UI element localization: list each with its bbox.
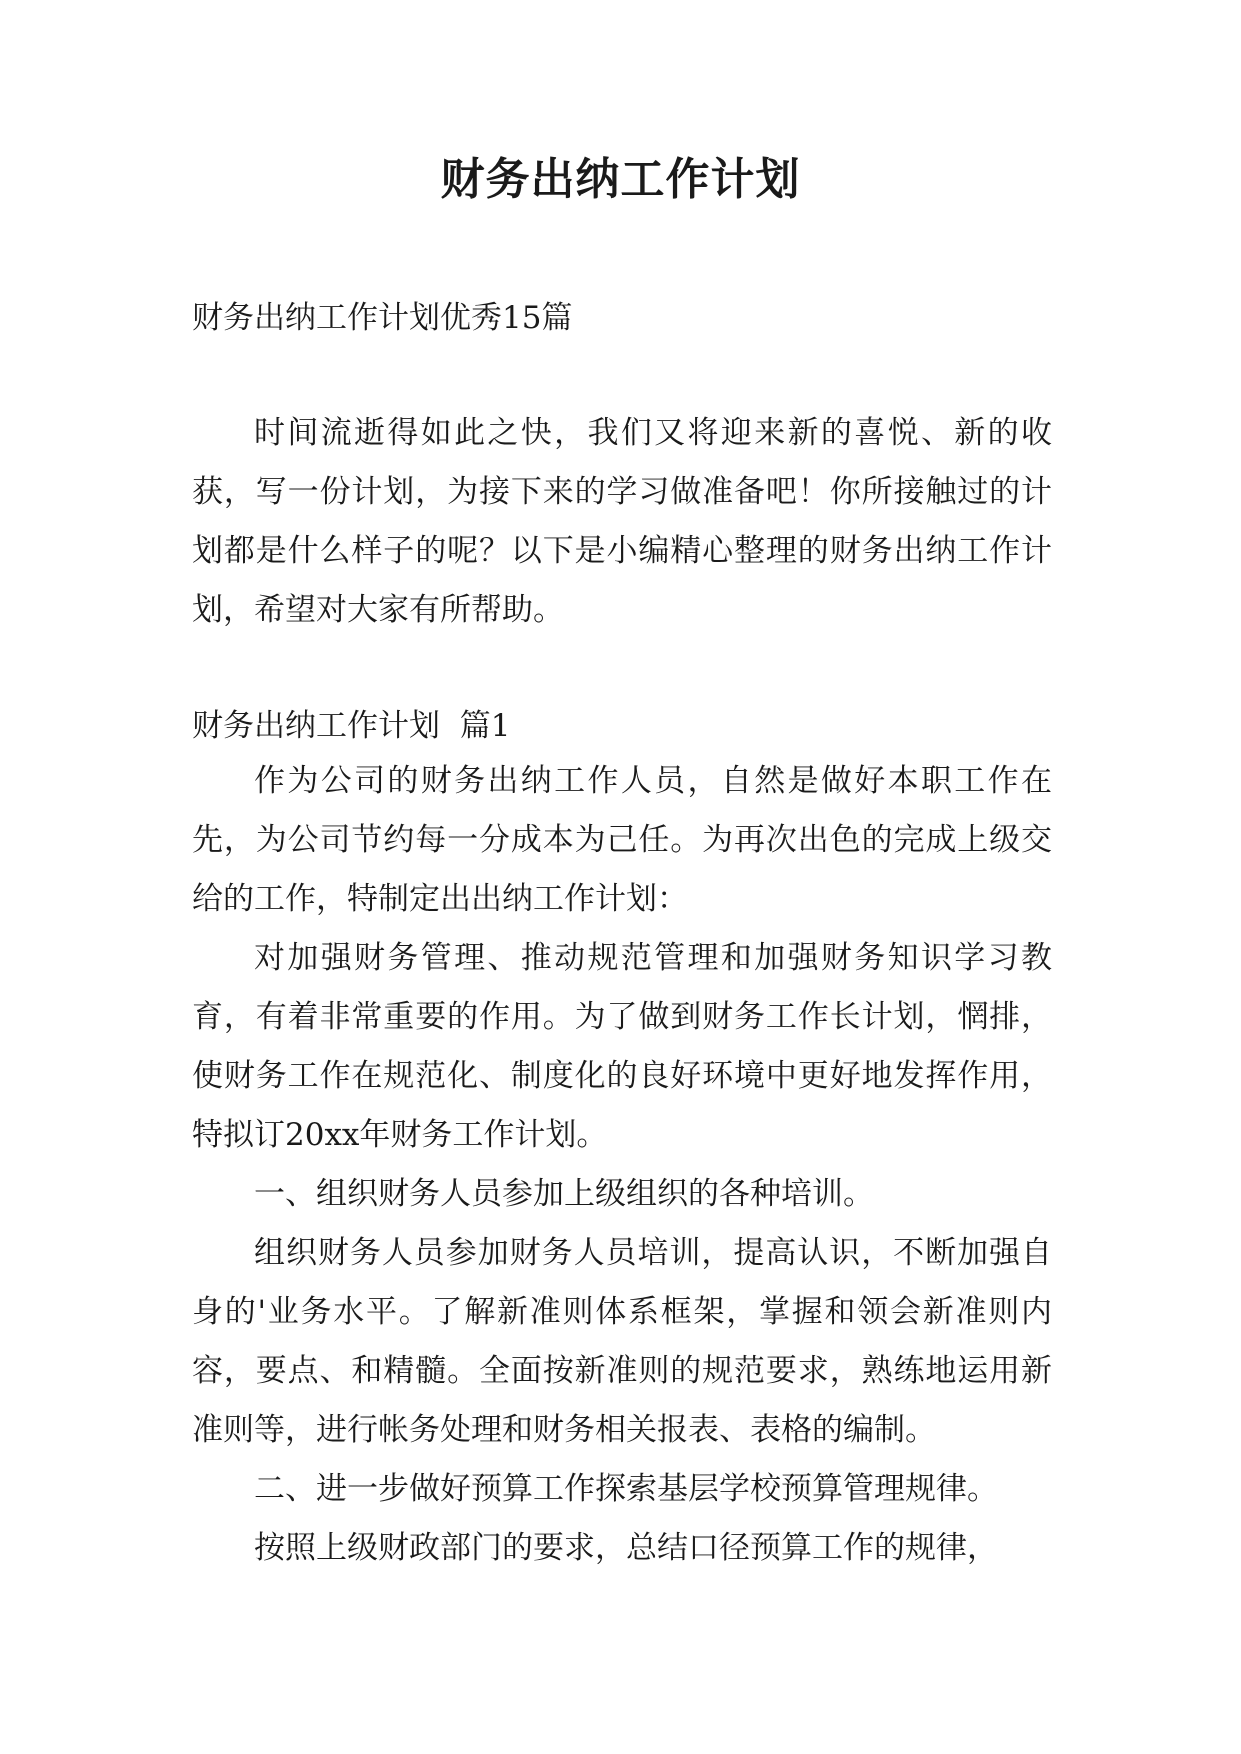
intro-block — [192, 404, 1052, 640]
body-paragraph: 作为公司的财务出纳工作人员，自然是做好本职工作在先，为公司节约每一分成本为己任。为再次出色的完成上级交给的工作，特制定出出纳工作计划： — [192, 763, 1052, 917]
body-paragraph: 二、进一步做好预算工作探索基层学校预算管理规律。 — [254, 1471, 998, 1507]
document-title: 财务出纳工作计划 — [440, 154, 801, 205]
body-paragraph: 对加强财务管理、推动规范管理和加强财务知识学习教育，有着非常重要的作用。为了做到财务工作长计划，惘排，使财务工作在规范化、制度化的良好环境中更好地发挥作用，特拟订20xx年财务工作计划。 — [192, 940, 1052, 1153]
section-heading: 财务出纳工作计划 篇1 — [192, 708, 511, 744]
intro-paragraph: 时间流逝得如此之快，我们又将迎来新的喜悦、新的收获，写一份计划，为接下来的学习做准备吧！你所接触过的计划都是什么样子的呢？以下是小编精心整理的财务出纳工作计划，希望对大家有所帮助。 — [192, 415, 1052, 628]
section-body — [192, 752, 1052, 1578]
body-paragraph: 一、组织财务人员参加上级组织的各种培训。 — [254, 1176, 874, 1212]
body-paragraph: 按照上级财政部门的要求，总结口径预算工作的规律， — [254, 1530, 998, 1566]
document-subtitle: 财务出纳工作计划优秀15篇 — [192, 300, 573, 336]
body-paragraph: 组织财务人员参加财务人员培训，提高认识，不断加强自身的'业务水平。了解新准则体系框架，掌握和领会新准则内容，要点、和精髓。全面按新准则的规范要求，熟练地运用新准则等，进行帐务处理和财务相关报表、表格的编制。 — [192, 1235, 1052, 1448]
